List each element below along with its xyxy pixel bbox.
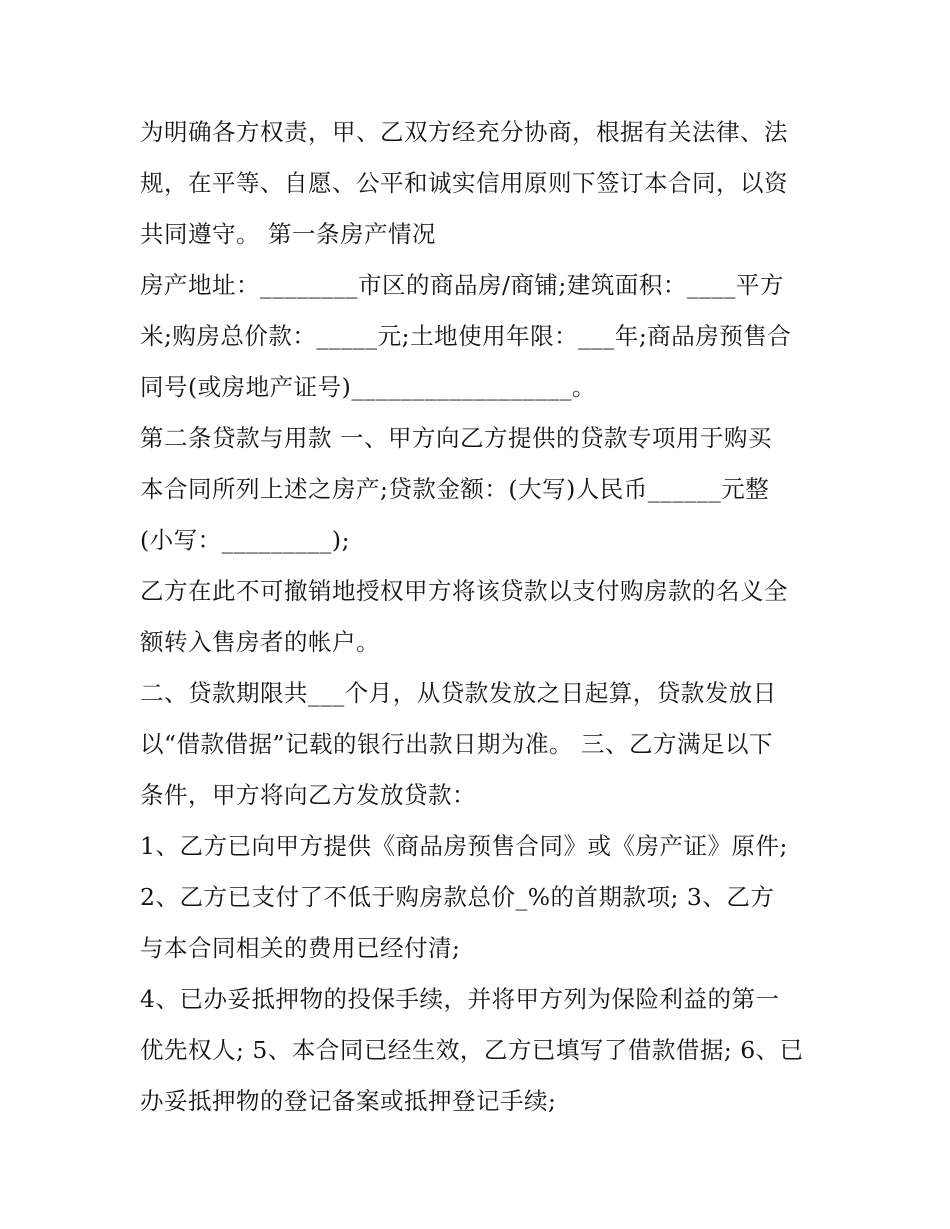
text-line: 以“借款借据”记载的银行出款日期为准。 三、乙方满足以下: [140, 730, 773, 758]
text-line: 共同遵守。 第一条房产情况: [140, 220, 436, 248]
text-line: 2、乙方已支付了不低于购房款总价_%的首期款项; 3、乙方: [140, 883, 775, 911]
text-line: 规，在平等、自愿、公平和诚实信用原则下签订本合同，以资: [140, 169, 788, 197]
text-line: 1、乙方已向甲方提供《商品房预售合同》或《房产证》原件;: [140, 832, 788, 860]
text-line: 优先权人; 5、本合同已经生效，乙方已填写了借款借据; 6、已: [140, 1036, 804, 1064]
text-line: 为明确各方权责，甲、乙双方经充分协商，根据有关法律、法: [140, 118, 788, 146]
text-line: 本合同所列上述之房产;贷款金额：(大写)人民币______元整: [140, 475, 770, 503]
text-line: 二、贷款期限共___个月，从贷款发放之日起算，贷款发放日: [140, 679, 777, 707]
text-line: 4、已办妥抵押物的投保手续，并将甲方列为保险利益的第一: [140, 985, 780, 1013]
text-line: 额转入售房者的帐户。: [140, 628, 380, 656]
text-line: 乙方在此不可撤销地授权甲方将该贷款以支付购房款的名义全: [140, 577, 788, 605]
text-line: 与本合同相关的费用已经付清;: [140, 934, 461, 962]
text-line: 条件，甲方将向乙方发放贷款：: [140, 781, 476, 809]
text-line: 米;购房总价款：_____元;土地使用年限：___年;商品房预售合: [140, 322, 792, 350]
text-line: 办妥抵押物的登记备案或抵押登记手续;: [140, 1087, 557, 1115]
text-line: 第二条贷款与用款 一、甲方向乙方提供的贷款专项用于购买: [140, 424, 772, 452]
text-line: (小写：_________);: [140, 526, 351, 554]
text-line: 同号(或房地产证号)__________________。: [140, 373, 596, 401]
contract-text: [140, 107, 820, 1127]
text-line: 房产地址：________市区的商品房/商铺;建筑面积：____平方: [140, 271, 784, 299]
